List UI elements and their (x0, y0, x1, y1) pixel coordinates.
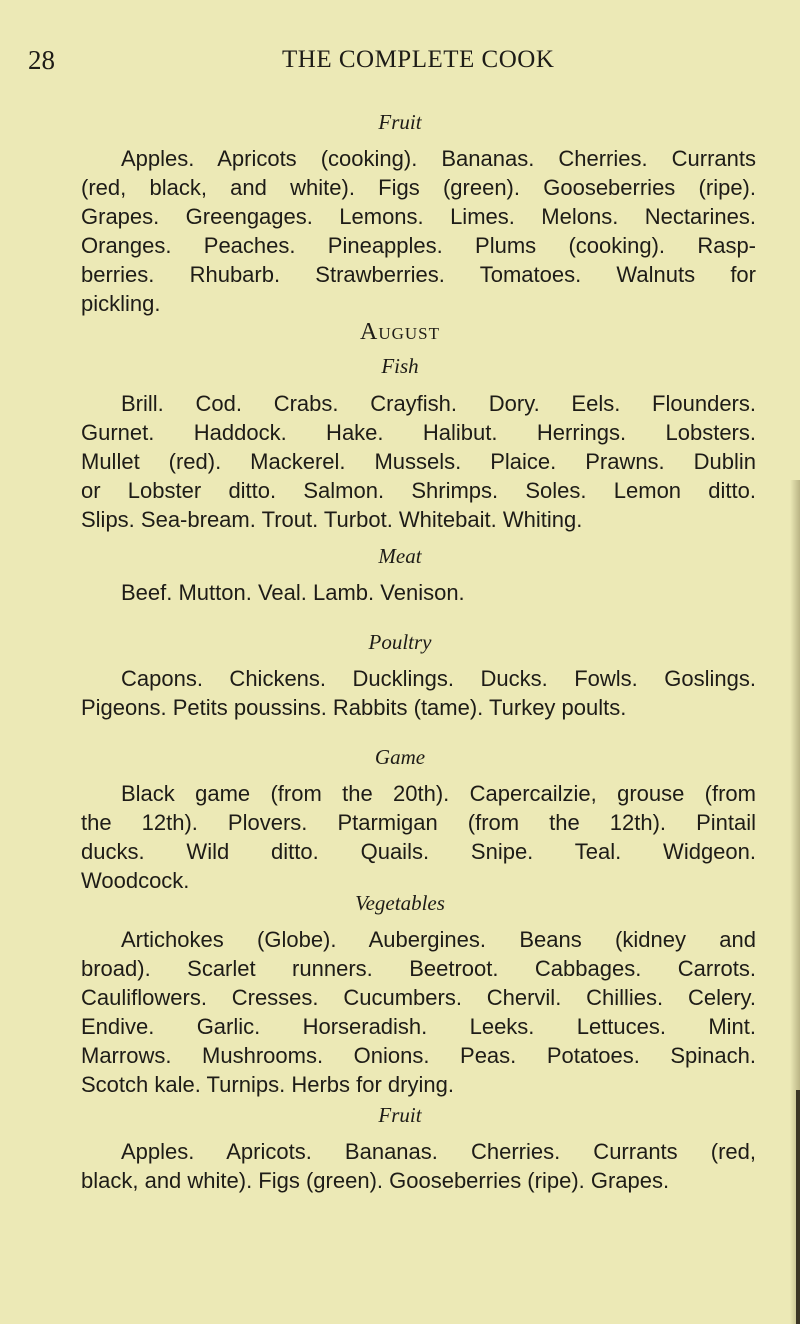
text-line: Scotch kale. Turnips. Herbs for drying. (81, 1072, 454, 1097)
paragraph-vegetables (81, 925, 756, 1099)
text-line: Black game (from the 20th). Capercailzie, grouse (from (121, 781, 756, 806)
running-head: THE COMPLETE COOK (282, 46, 555, 73)
text-line: Grapes. Greengages. Lemons. Limes. Melons. Nectarines. (81, 204, 756, 229)
text-line: Capons. Chickens. Ducklings. Ducks. Fowls. Goslings. (121, 666, 756, 691)
text-line: the 12th). Plovers. Ptarmigan (from the 12th). Pintail (81, 810, 756, 835)
text-line: Slips. Sea-bream. Trout. Turbot. Whitebait. Whiting. (81, 507, 583, 532)
text-line: Apples. Apricots. Bananas. Cherries. Currants (red, (121, 1139, 756, 1164)
paragraph-poultry (81, 664, 756, 722)
section-heading-meat: Meat (378, 544, 422, 568)
text-line: Cauliflowers. Cresses. Cucumbers. Chervil. Chillies. Celery. (81, 985, 756, 1010)
section-heading-fish: Fish (381, 354, 419, 378)
page-number: 28 (28, 45, 55, 75)
paragraph-fish (81, 389, 756, 534)
section-heading-vegetables: Vegetables (355, 891, 445, 915)
section-heading-fruit-august: Fruit (378, 1103, 422, 1127)
text-line: Gurnet. Haddock. Hake. Halibut. Herrings. Lobsters. (81, 420, 756, 445)
month-heading: August (359, 319, 440, 345)
text-line: pickling. (81, 291, 161, 316)
text-line: ducks. Wild ditto. Quails. Snipe. Teal. Widgeon. (81, 839, 756, 864)
paragraph-fruit (81, 144, 756, 318)
paragraph-fruit-august (81, 1137, 756, 1195)
text-line: Brill. Cod. Crabs. Crayfish. Dory. Eels. Flounders. (121, 391, 756, 416)
text-line: Artichokes (Globe). Aubergines. Beans (kidney and (121, 927, 756, 952)
text-line: Beef. Mutton. Veal. Lamb. Venison. (121, 580, 465, 605)
section-heading-poultry: Poultry (368, 630, 432, 654)
text-line: or Lobster ditto. Salmon. Shrimps. Soles. Lemon ditto. (81, 478, 756, 503)
section-heading-game: Game (374, 745, 426, 769)
text-line: Endive. Garlic. Horseradish. Leeks. Lettuces. Mint. (81, 1014, 756, 1039)
text-line: (red, black, and white). Figs (green). Gooseberries (ripe). (81, 175, 756, 200)
paragraph-game (81, 779, 756, 895)
text-line: broad). Scarlet runners. Beetroot. Cabbages. Carrots. (81, 956, 756, 981)
text-line: black, and white). Figs (green). Gooseberries (ripe). Grapes. (81, 1168, 670, 1193)
text-line: Marrows. Mushrooms. Onions. Peas. Potatoes. Spinach. (81, 1043, 756, 1068)
paragraph-meat (81, 578, 756, 607)
text-line: Woodcock. (81, 868, 190, 893)
page-edge-binding (796, 1090, 800, 1324)
text-line: berries. Rhubarb. Strawberries. Tomatoes. Walnuts for (81, 262, 756, 287)
section-heading-fruit: Fruit (378, 110, 422, 134)
text-line: Mullet (red). Mackerel. Mussels. Plaice. Prawns. Dublin (81, 449, 756, 474)
text-line: Apples. Apricots (cooking). Bananas. Cherries. Currants (121, 146, 756, 171)
text-line: Oranges. Peaches. Pineapples. Plums (cooking). Rasp- (81, 233, 756, 258)
text-line: Pigeons. Petits poussins. Rabbits (tame). Turkey poults. (81, 695, 627, 720)
